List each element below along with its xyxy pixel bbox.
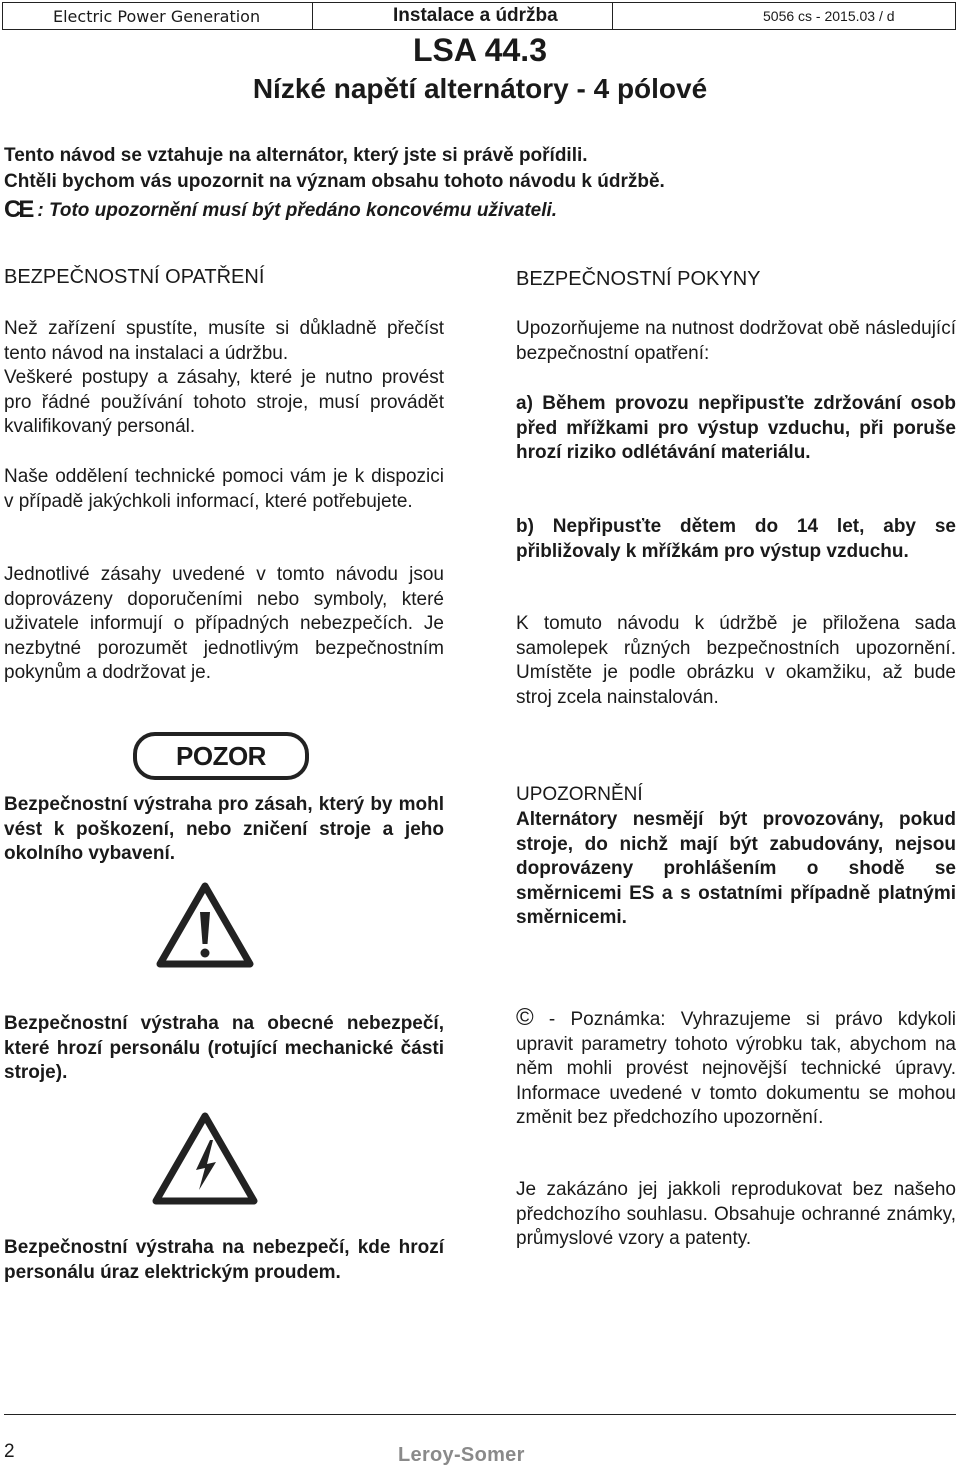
copyright-note bbox=[516, 1006, 956, 1131]
brand-logo: Leroy-Somer bbox=[398, 1444, 525, 1466]
intro-line-1: Tento návod se vztahuje na alternátor, který jste si právě pořídili. bbox=[4, 145, 588, 166]
safety-item-a: a) Během provozu nepřipusťte zdržování osob před mřížkami pro výstup vzduchu, při poruše hrozí riziko odlétávání materiálu. bbox=[516, 393, 956, 464]
general-warning-text: Bezpečnostní výstraha na obecné nebezpečí, které hrozí personálu (rotující mechanické části stroje). bbox=[4, 1013, 444, 1084]
intro-line-3 bbox=[4, 197, 954, 224]
right-paragraph-2: K tomuto návodu k údržbě je přiložena sada samolepek různých bezpečnostních upozornění. Umístěte je podle obrázku v okamžiku, až bude stroj zcela nainstalován. bbox=[516, 613, 956, 708]
warning-triangle-lightning-icon bbox=[150, 1110, 260, 1208]
warning-text: Alternátory nesmějí být provozovány, pokud stroje, do nichž mají být zabudovány, nejsou doprovázeny prohlášením o shodě se směrnicemi ES a s ostatními případně platnými směrnicemi. bbox=[516, 809, 956, 929]
safety-item-b: b) Nepřipusťte dětem do 14 let, aby se přibližovaly k mřížkám pro výstup vzduchu. bbox=[516, 516, 956, 562]
left-paragraph-3: Naše oddělení technické pomoci vám je k dispozici v případě jakýchkoli informací, které potřebujete. bbox=[4, 466, 444, 512]
warning-heading: UPOZORNĚNÍ bbox=[516, 784, 643, 805]
ce-mark-icon: CE bbox=[4, 196, 32, 223]
left-paragraph-2: Veškeré postupy a zásahy, které je nutno provést pro řádné používání tohoto stroje, musí provádět kvalifikovaný personál. bbox=[4, 367, 444, 438]
pozor-text: Bezpečnostní výstraha pro zásah, který by mohl vést k poškození, nebo zničení stroje a jeho okolního vybavení. bbox=[4, 794, 444, 865]
footer-divider bbox=[4, 1414, 956, 1415]
left-heading: BEZPEČNOSTNÍ OPATŘENÍ bbox=[4, 266, 265, 288]
right-paragraph-1: Upozorňujeme na nutnost dodržovat obě následující bezpečnostní opatření: bbox=[516, 318, 956, 364]
right-heading: BEZPEČNOSTNÍ POKYNY bbox=[516, 268, 761, 290]
header-company: Electric Power Generation bbox=[3, 3, 313, 29]
left-paragraph-4: Jednotlivé zásahy uvedené v tomto návodu jsou doprovázeny doporučeními nebo symboly, které uživatele informují o případných nebezpečích. Je nezbytné porozumět jednotlivým bezpečnostním pokynům a dodržovat je. bbox=[4, 564, 444, 684]
pozor-badge: POZOR bbox=[133, 732, 309, 780]
header-table bbox=[2, 2, 956, 30]
intro-line-2: Chtěli bychom vás upozornit na význam obsahu tohoto návodu k údržbě. bbox=[4, 171, 665, 192]
document-subtitle: Nízké napětí alternátory - 4 pólové bbox=[252, 73, 708, 104]
intro-ce-text: : Toto upozornění musí být předáno koncovému uživateli. bbox=[37, 200, 558, 221]
document-title: LSA 44.3 bbox=[413, 32, 547, 68]
page-number: 2 bbox=[4, 1441, 15, 1462]
copyright-icon: © bbox=[516, 1004, 534, 1031]
header-doc-ref: 5056 cs - 2015.03 / d bbox=[763, 8, 895, 24]
header-section: Instalace a údržba bbox=[313, 3, 613, 29]
copyright-note-text: - Poznámka: Vyhrazujeme si právo kdykoli upravit parametry tohoto výrobku tak, abychom na něm mohli provést nejnovější technické úpravy. Informace uvedené v tomto dokumentu se mohou změnit bez předchozího upozornění. bbox=[516, 1009, 956, 1129]
warning-triangle-exclamation-icon bbox=[155, 880, 255, 970]
electric-warning-text: Bezpečnostní výstraha na nebezpečí, kde hrozí personálu úraz elektrickým proudem. bbox=[4, 1237, 444, 1283]
reproduction-note: Je zakázáno jej jakkoli reprodukovat bez našeho předchozího souhlasu. Obsahuje ochranné známky, průmyslové vzory a patenty. bbox=[516, 1179, 956, 1250]
left-paragraph-1: Než zařízení spustíte, musíte si důkladně přečíst tento návod na instalaci a údržbu. bbox=[4, 318, 444, 364]
